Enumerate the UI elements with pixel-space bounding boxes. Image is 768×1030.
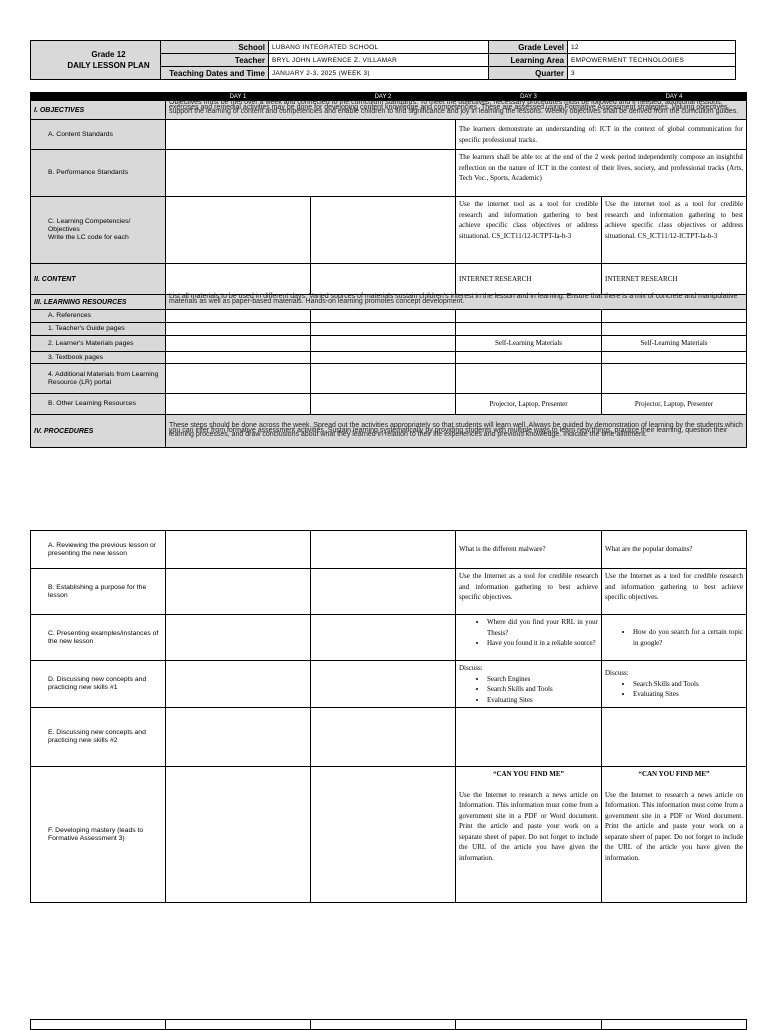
procedure-d-row (31, 661, 747, 708)
competencies-sublabel: Write the LC code for each (48, 234, 129, 241)
next-page-table (30, 1019, 747, 1030)
procedure-c-day3 (456, 615, 602, 661)
procedure-b-day4: Use the Internet as a tool for credible research and information gathering to best achieve specific objectives. (602, 569, 747, 615)
teacher-value: BRYL JOHN LAWRENCE Z. VILLAMAR (269, 54, 489, 67)
content-day3: INTERNET RESEARCH (456, 264, 602, 295)
teachers-guide-label: 1. Teacher's Guide pages (48, 325, 125, 332)
school-label: School (161, 41, 269, 54)
day-3-header: DAY 3 (456, 93, 602, 101)
objectives-resources-table (30, 92, 747, 448)
content-standards-label: A. Content Standards (48, 130, 113, 138)
procedure-c-row (31, 615, 747, 661)
content-day4: INTERNET RESEARCH (602, 264, 747, 295)
list-item: • Search Skills and Tools (633, 679, 743, 690)
dates-label: Teaching Dates and Time (161, 67, 269, 80)
procedure-d-day4 (602, 661, 747, 708)
learners-materials-day4: Self-Learning Materials (602, 336, 747, 352)
quarter-label: Quarter (489, 67, 568, 80)
performance-standards-row (31, 150, 747, 197)
additional-materials-label: 4. Additional Materials from Learning Resource (LR) portal (48, 370, 159, 386)
procedure-b-label: B. Establishing a purpose for the lesson (48, 583, 147, 599)
competency-day4: Use the internet tool as a tool for credible research and information gathering to best achieve specific class objectives or address situational. CS_ICT11/12-ICTPT-Ia-b-3 (602, 197, 747, 264)
performance-standards-label: B. Performance Standards (48, 169, 129, 176)
learners-materials-row (31, 336, 747, 352)
day-4-header: DAY 4 (602, 93, 747, 101)
objectives-row (31, 101, 747, 120)
procedure-e-label: E. Discussing new concepts and practicing new skills #2 (48, 729, 146, 744)
additional-materials-row (31, 364, 747, 394)
list-item: • Search Engines (487, 674, 598, 685)
content-standards-text: The learners demonstrate an understanding of: ICT in the context of global communication for specific professional tracks. (456, 120, 747, 150)
other-resources-day3: Projector, Laptop, Presenter (456, 394, 602, 415)
procedure-a-day3: What is the different malware? (456, 531, 602, 569)
quarter-value: 3 (568, 67, 736, 80)
procedure-c-label: C. Presenting examples/instances of the new lesson (48, 629, 159, 645)
performance-standards-text: The learners shall be able to: at the end of the 2 week period independently compose an insightful reflection on the nature of ICT in the context of their lives, society, and professional tracks (Arts, Tech Voc., Sports, Academic) (456, 150, 747, 197)
procedure-d-day3 (456, 661, 602, 708)
procedure-f-day3 (456, 767, 602, 903)
teachers-guide-row (31, 323, 747, 336)
competencies-row (31, 197, 747, 264)
references-row (31, 310, 747, 323)
other-resources-label: B. Other Learning Resources (48, 400, 137, 407)
procedures-heading: IV. PROCEDURES (31, 415, 166, 448)
list-item: • Evaluating Sites (633, 689, 743, 700)
learners-materials-day3: Self-Learning Materials (456, 336, 602, 352)
procedures-table (30, 530, 747, 903)
content-row (31, 264, 747, 295)
competency-day3: Use the internet tool as a tool for credible research and information gathering to best achieve specific class objectives or address situational. CS_ICT11/12-ICTPT-Ia-b-3 (456, 197, 602, 264)
list-item: • Have you found it in a reliable source? (487, 638, 598, 649)
procedure-a-day4: What are the popular domains? (602, 531, 747, 569)
resources-heading: III. LEARNING RESOURCES (31, 295, 166, 310)
activity-title: “CAN YOU FIND ME” (492, 770, 565, 778)
procedure-f-label: F. Developing mastery (leads to Formative Assessment 3) (48, 826, 144, 842)
content-heading: II. CONTENT (31, 264, 166, 295)
procedure-b-day3: Use the Internet as a tool for credible research and information gathering to best achieve specific objectives. (456, 569, 602, 615)
references-label: A. References (48, 312, 92, 319)
activity-body: Use the Internet to research a news article on Information. This information must come from a government site in a PDF or Word document. Print the article and paste your work on a separate sheet of paper. Do not forget to include the URL of the article you have given the information. (459, 790, 598, 862)
procedure-e-row (31, 708, 747, 767)
learning-area-label: Learning Area (489, 54, 568, 67)
day-2-header: DAY 2 (311, 93, 456, 101)
competencies-label: C. Learning Competencies/ Objectives (48, 218, 131, 233)
teacher-label: Teacher (161, 54, 269, 67)
procedure-b-row (31, 569, 747, 615)
procedures-row (31, 415, 747, 448)
header-title-cell (31, 41, 161, 80)
objectives-heading: I. OBJECTIVES (31, 101, 166, 120)
procedure-c-day4 (602, 615, 747, 661)
plan-title: DAILY LESSON PLAN (67, 61, 150, 70)
grade-level-value: 12 (568, 41, 736, 54)
procedure-d-label: D. Discussing new concepts and practicing new skills #1 (48, 676, 147, 691)
activity-body: Use the Internet to research a news article on Information. This information must come from a government site in a PDF or Word document. Print the article and paste your work on a separate sheet of paper. Do not forget to include the URL of the article you have given the information. (605, 790, 743, 862)
learning-area-value: EMPOWERMENT TECHNOLOGIES (568, 54, 736, 67)
procedure-a-label: A. Reviewing the previous lesson or presenting the new lesson (48, 541, 157, 557)
textbook-label: 3. Textbook pages (48, 353, 104, 361)
procedures-note: These steps should be done across the week. Spread out the activities appropriately so that students will learn well. Always be guided by demonstration of learning by the students which you can infer from formative assessment activities. Sustain learning systematically by providing students with multiple ways to learn new things, practice their learning, question their learning processes, and draw conclusions about what they learned in relation to their life experiences and previous knowledge. Indicate the time allotment. (166, 415, 747, 448)
learners-materials-label: 2. Learner's Materials pages (48, 339, 134, 347)
list-item: • Where did you find your RRL in your Thesis? (487, 617, 598, 638)
table-row (31, 1020, 747, 1030)
discuss-intro: Discuss: (605, 669, 629, 678)
objectives-note: Objectives must be met over a week and connected to the curriculum standards. To meet the objectives, necessary procedures must be followed and if needed, additional lessons, exercises and remedial activities may be done for developing content knowledge and competencies. These are assessed using Formative Assessment strategies. Valuing objectives support the learning of content and competencies and enable children to find significance and joy in learning the lessons. Weekly objectives shall be derived from the curriculum guides. (166, 101, 747, 120)
resources-row (31, 295, 747, 310)
grade-level-label: Grade Level (489, 41, 568, 54)
dates-value: JANUARY 2-3, 2025 (WEEK 3) (269, 67, 489, 80)
procedure-f-row (31, 767, 747, 903)
other-resources-day4: Projector, Laptop, Presenter (602, 394, 747, 415)
textbook-row (31, 352, 747, 364)
school-value: LUBANG INTEGRATED SCHOOL (269, 41, 489, 54)
procedure-f-day4 (602, 767, 747, 903)
grade-title: Grade 12 (91, 50, 126, 59)
content-standards-row (31, 120, 747, 150)
day-1-header: DAY 1 (166, 93, 311, 101)
list-item: • Search Skills and Tools (487, 684, 598, 695)
list-item: • How do you search for a certain topic in google? (633, 627, 743, 648)
activity-title: “CAN YOU FIND ME” (638, 770, 710, 778)
header-table (30, 40, 736, 80)
procedure-a-row (31, 531, 747, 569)
resources-note: List all materials to be used in different days. Varied sources of materials sustain children's interest in the lesson and in learning. Ensure that there is a mix of concrete and manipulative materials as well as paper-based materials. Hands-on learning promotes concept development. (166, 295, 747, 310)
other-resources-row (31, 394, 747, 415)
discuss-intro: Discuss: (459, 664, 483, 672)
list-item: • Evaluating Sites (487, 695, 598, 706)
